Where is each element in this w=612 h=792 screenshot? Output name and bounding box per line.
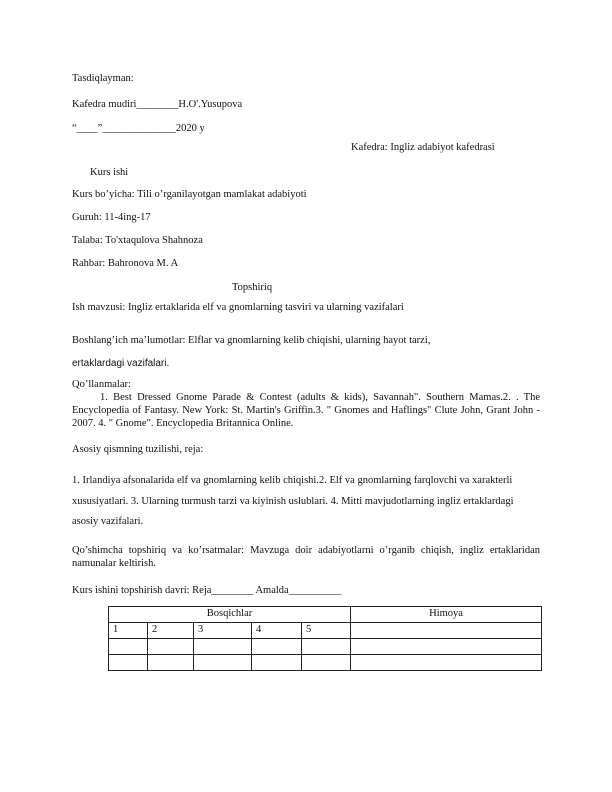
table-cell <box>194 655 252 671</box>
table-cell <box>302 639 351 655</box>
table-row <box>109 655 542 671</box>
table-cell <box>109 655 148 671</box>
stages-header: Bosqichlar <box>109 607 351 623</box>
initial-data-line-1: Boshlang’ich ma’lumotlar: Elflar va gnomlarning kelib chiqishi, ularning hayot tarzi, <box>72 335 431 346</box>
table-cell <box>302 655 351 671</box>
literature-list: 1. Best Dressed Gnome Parade & Contest (adults & kids), Savannah". Southern Mamas.2. . The Encyclopedia of Fantasy. New York: St. Martin's Griffin.3. " Gnomes and Haflings" Clute John, Grant John - 2007. 4. " Gnome". Encyclopedia Britannica Online. <box>72 392 540 429</box>
stage-number: 2 <box>148 623 194 639</box>
initial-data-line-2: ertaklardagi vazifalari. <box>72 358 170 369</box>
defense-header: Himoya <box>351 607 542 623</box>
literature-heading: Qo’llanmalar: <box>72 379 131 390</box>
structure-heading: Asosiy qismning tuzilishi, reja: <box>72 444 204 455</box>
document-title: Kurs ishi <box>90 167 129 178</box>
table-cell <box>148 655 194 671</box>
approval-label: Tasdiqlayman: <box>72 73 134 84</box>
approval-date-line: “____”______________2020 y <box>72 123 205 134</box>
stage-number: 1 <box>109 623 148 639</box>
table-cell <box>148 639 194 655</box>
head-of-department-line: Kafedra mudiri________H.O'.Yusupova <box>72 99 243 110</box>
stage-number: 3 <box>194 623 252 639</box>
table-row <box>109 639 542 655</box>
table-cell <box>252 655 302 671</box>
table-cell <box>351 655 542 671</box>
department-name: Kafedra: Ingliz adabiyot kafedrasi <box>351 142 495 153</box>
table-cell <box>351 639 542 655</box>
table-cell <box>252 639 302 655</box>
table-cell <box>109 639 148 655</box>
plan-line-3: asosiy vazifalari. <box>72 516 144 527</box>
stages-table <box>108 606 542 671</box>
work-topic: Ish mavzusi: Ingliz ertaklarida elf va gnomlarning tasviri va ularning vazifalari <box>72 302 404 313</box>
table-header-row <box>109 607 542 623</box>
stage-number: 4 <box>252 623 302 639</box>
additional-tasks: Qo’shimcha topshiriq va ko’rsatmalar: Mavzuga doir adabiyotlarni o’rganib chiqish, ingliz ertaklaridan namunalar keltirish. <box>72 545 540 569</box>
plan-line-2: xususiyatlari. 3. Ularning turmush tarzi va kiyinish uslublari. 4. Mitti mavjudotlarning ingliz ertaklardagi <box>72 496 514 507</box>
table-cell <box>351 623 542 639</box>
course-subject: Kurs bo’yicha: Tili o’rganilayotgan mamlakat adabiyoti <box>72 189 307 200</box>
table-row <box>109 623 542 639</box>
group-number: Guruh: 11-4ing-17 <box>72 212 151 223</box>
assignment-heading: Topshiriq <box>232 282 273 293</box>
plan-line-1: 1. Irlandiya afsonalarida elf va gnomlarning kelib chiqishi.2. Elf va gnomlarning farqlovchi va xarakterli <box>72 475 513 486</box>
student-name: Talaba: To'xtaqulova Shahnoza <box>72 235 203 246</box>
stage-number: 5 <box>302 623 351 639</box>
table-cell <box>194 639 252 655</box>
submission-deadline: Kurs ishini topshirish davri: Reja________ Amalda__________ <box>72 585 342 596</box>
supervisor-name: Rahbar: Bahronova M. A <box>72 258 179 269</box>
